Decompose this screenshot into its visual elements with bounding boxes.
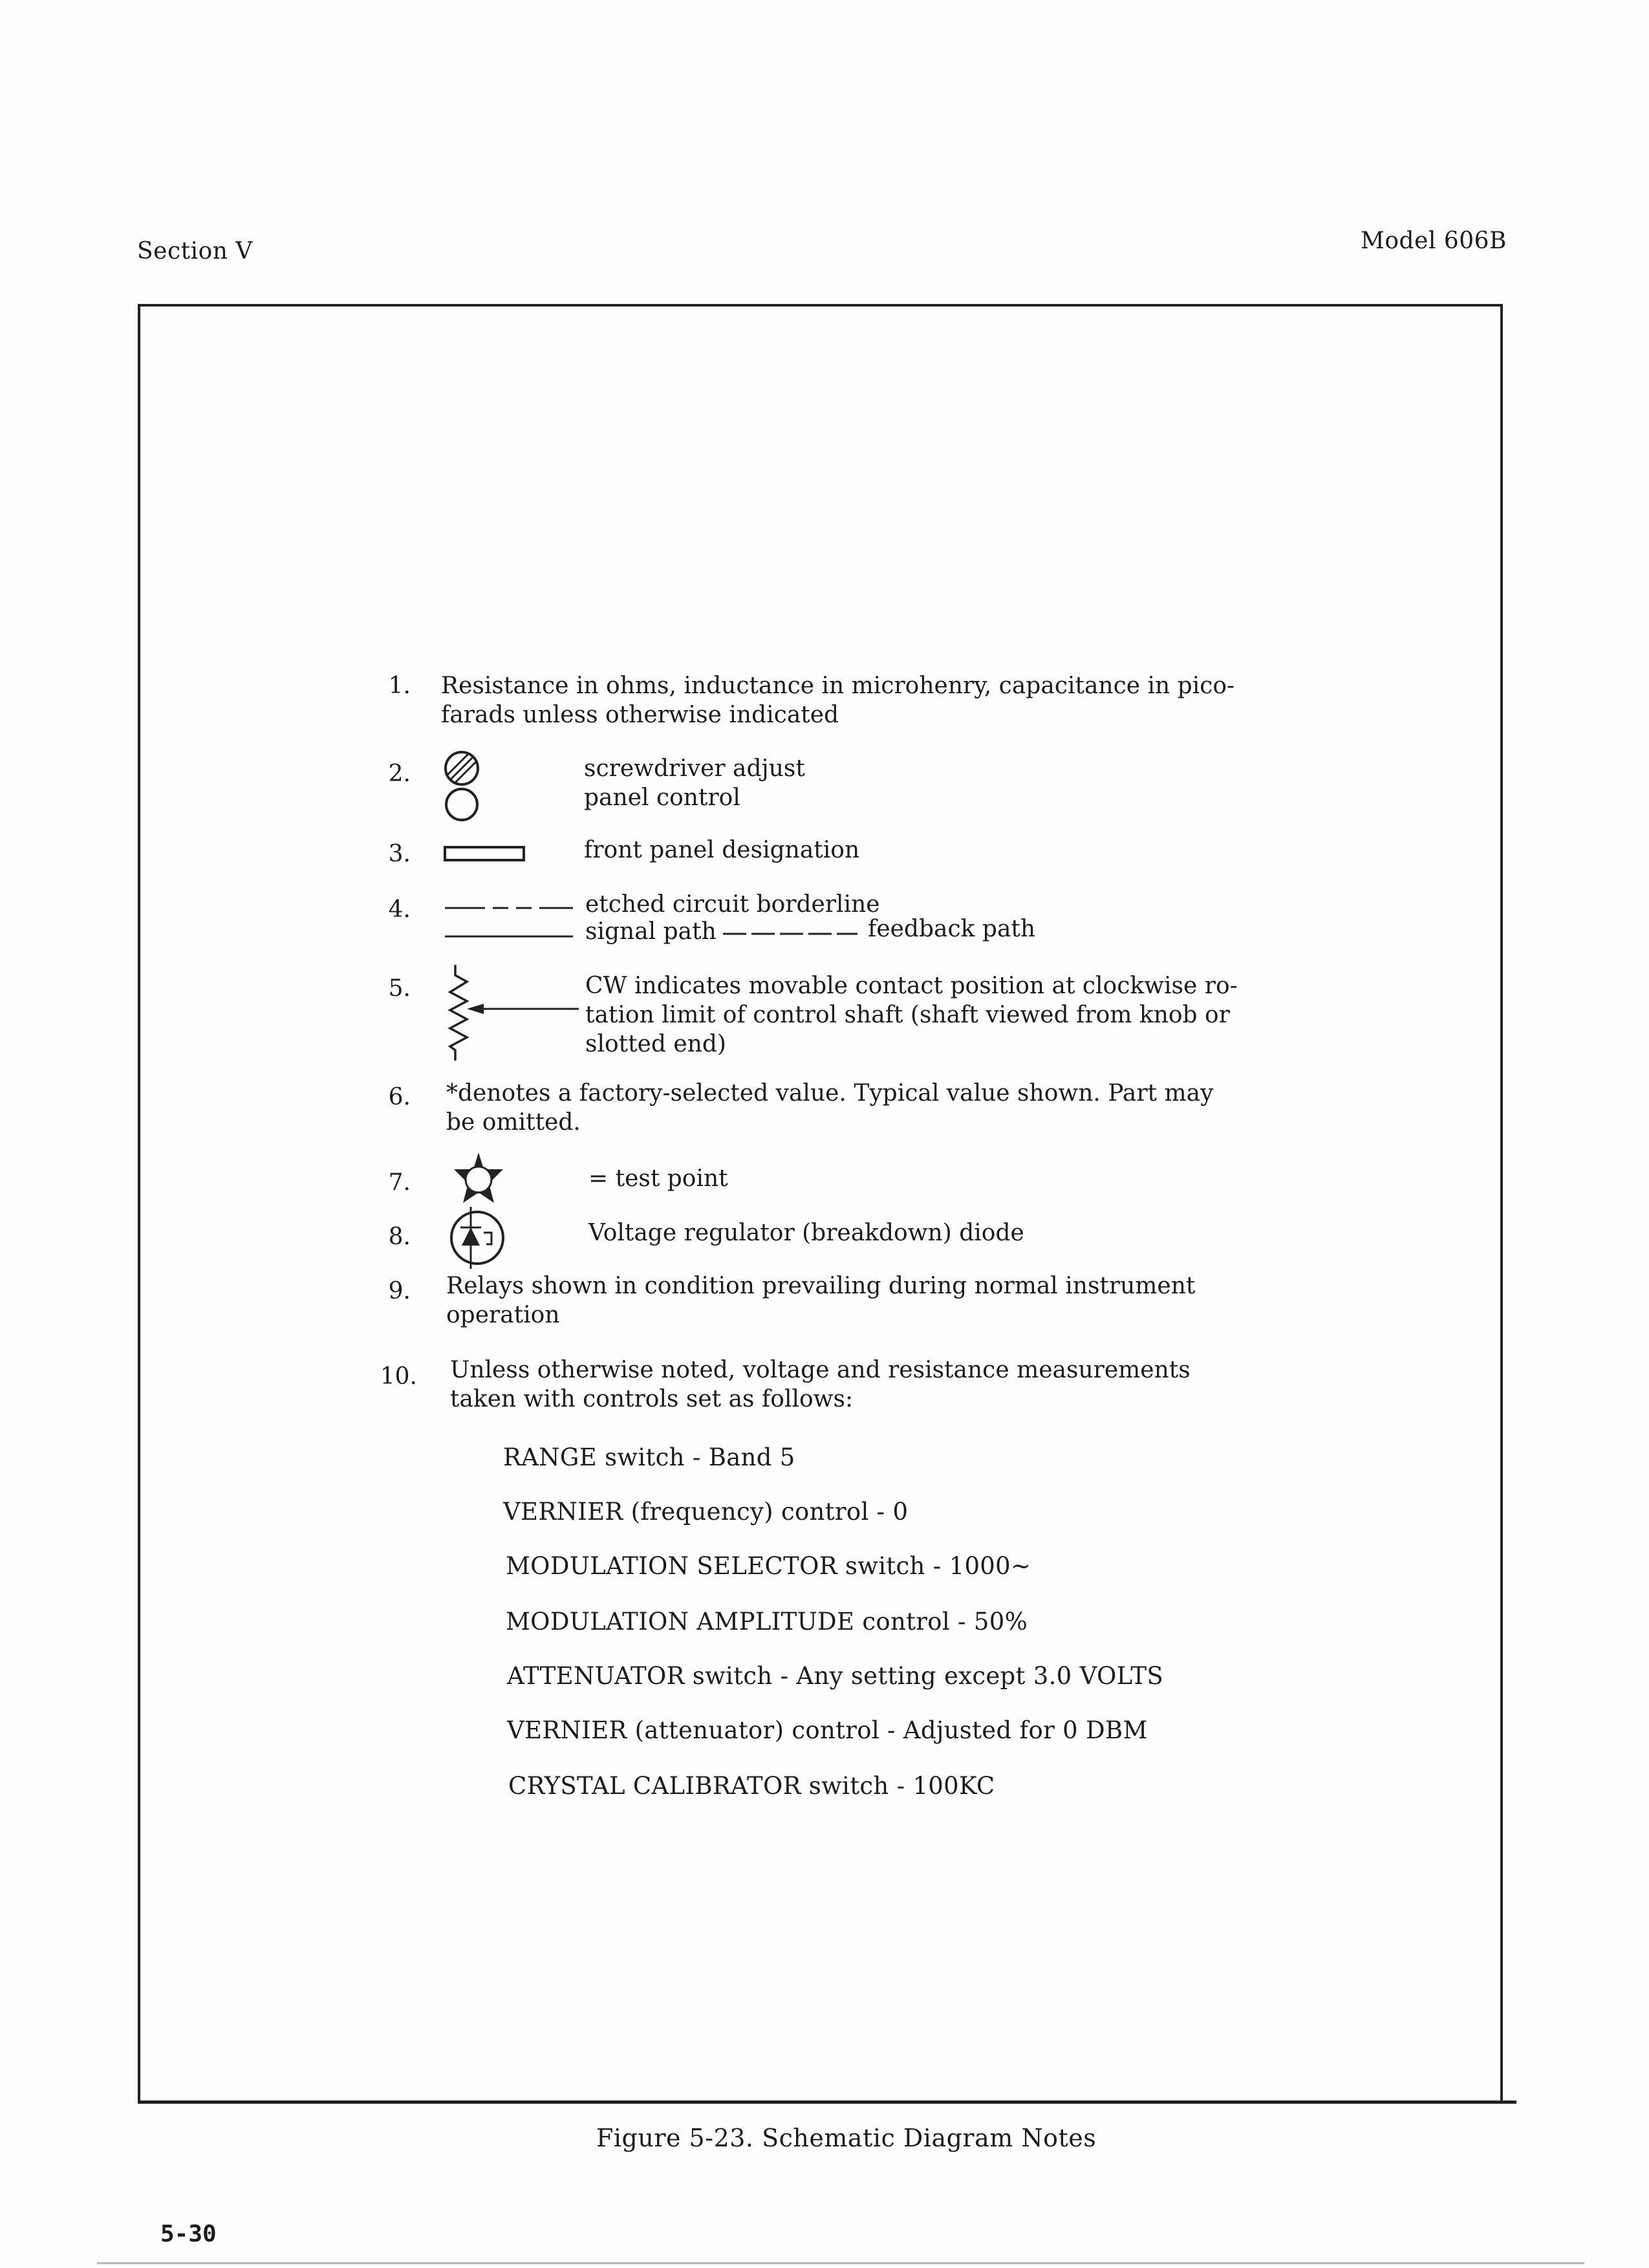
note-number: 5. xyxy=(388,975,411,1002)
note-number: 6. xyxy=(388,1084,411,1110)
note-line: panel control xyxy=(584,784,740,811)
note-text: feedback path xyxy=(868,916,1036,942)
note-line: operation xyxy=(446,1302,560,1328)
control-setting: CRYSTAL CALIBRATOR switch - 100KC xyxy=(508,1772,995,1800)
note-line: tation limit of control shaft (shaft viewed from knob or xyxy=(585,1002,1230,1028)
note-text: front panel designation xyxy=(584,837,860,863)
note-text xyxy=(584,754,805,812)
note-number: 3. xyxy=(388,841,411,867)
note-text xyxy=(446,1271,1195,1330)
figure-frame xyxy=(138,304,1516,2104)
note-number: 9. xyxy=(388,1278,411,1304)
note-text xyxy=(450,1355,1191,1414)
note-number: 4. xyxy=(388,896,411,923)
model-label: Model 606B xyxy=(1361,228,1507,254)
note-text: = test point xyxy=(588,1165,728,1192)
figure-caption: Figure 5-23. Schematic Diagram Notes xyxy=(596,2124,1097,2152)
control-setting: RANGE switch - Band 5 xyxy=(503,1443,795,1471)
front-panel-designation-icon xyxy=(444,845,528,864)
note-text: Voltage regulator (breakdown) diode xyxy=(588,1220,1024,1246)
control-setting: MODULATION SELECTOR switch - 1000~ xyxy=(506,1552,1031,1580)
note-text: etched circuit borderline xyxy=(585,891,880,918)
panel-control-icon xyxy=(446,789,477,820)
screwdriver-adjust-icon xyxy=(441,749,482,823)
test-point-icon xyxy=(446,1151,511,1209)
page-edge-rule xyxy=(97,2262,1584,2264)
note-text xyxy=(446,1079,1213,1137)
control-setting: VERNIER (frequency) control - 0 xyxy=(503,1498,909,1526)
note-line: screwdriver adjust xyxy=(584,755,805,782)
potentiometer-icon xyxy=(446,964,582,1061)
note-number: 2. xyxy=(388,761,411,787)
note-line: Unless otherwise noted, voltage and resistance measurements xyxy=(450,1357,1191,1383)
note-text xyxy=(441,671,1234,729)
note-line: farads unless otherwise indicated xyxy=(441,702,839,728)
control-setting: MODULATION AMPLITUDE control - 50% xyxy=(506,1608,1028,1636)
note-line: CW indicates movable contact position at clockwise ro- xyxy=(585,973,1238,999)
page-number: 5-30 xyxy=(160,2221,217,2247)
control-setting: ATTENUATOR switch - Any setting except 3.0 VOLTS xyxy=(507,1662,1164,1690)
zener-diode-icon xyxy=(446,1204,511,1275)
note-line: be omitted. xyxy=(446,1109,581,1136)
note-text: signal path xyxy=(585,918,717,945)
note-number: 10. xyxy=(380,1363,417,1390)
control-setting: VERNIER (attenuator) control - Adjusted for 0 DBM xyxy=(507,1716,1148,1744)
note-line: *denotes a factory-selected value. Typical value shown. Part may xyxy=(446,1080,1214,1107)
note-number: 7. xyxy=(388,1169,411,1196)
note-line: Relays shown in condition prevailing during normal instrument xyxy=(446,1273,1196,1299)
note-line: taken with controls set as follows: xyxy=(450,1386,854,1412)
note-number: 8. xyxy=(388,1224,411,1250)
note-line: slotted end) xyxy=(585,1031,726,1057)
note-text xyxy=(585,971,1238,1059)
dashed-line-icon xyxy=(445,899,574,944)
note-number: 1. xyxy=(388,673,411,699)
note-line: Resistance in ohms, inductance in microhenry, capacitance in pico- xyxy=(441,673,1235,699)
section-label: Section V xyxy=(137,238,253,265)
long-dash-line-icon xyxy=(723,927,859,940)
